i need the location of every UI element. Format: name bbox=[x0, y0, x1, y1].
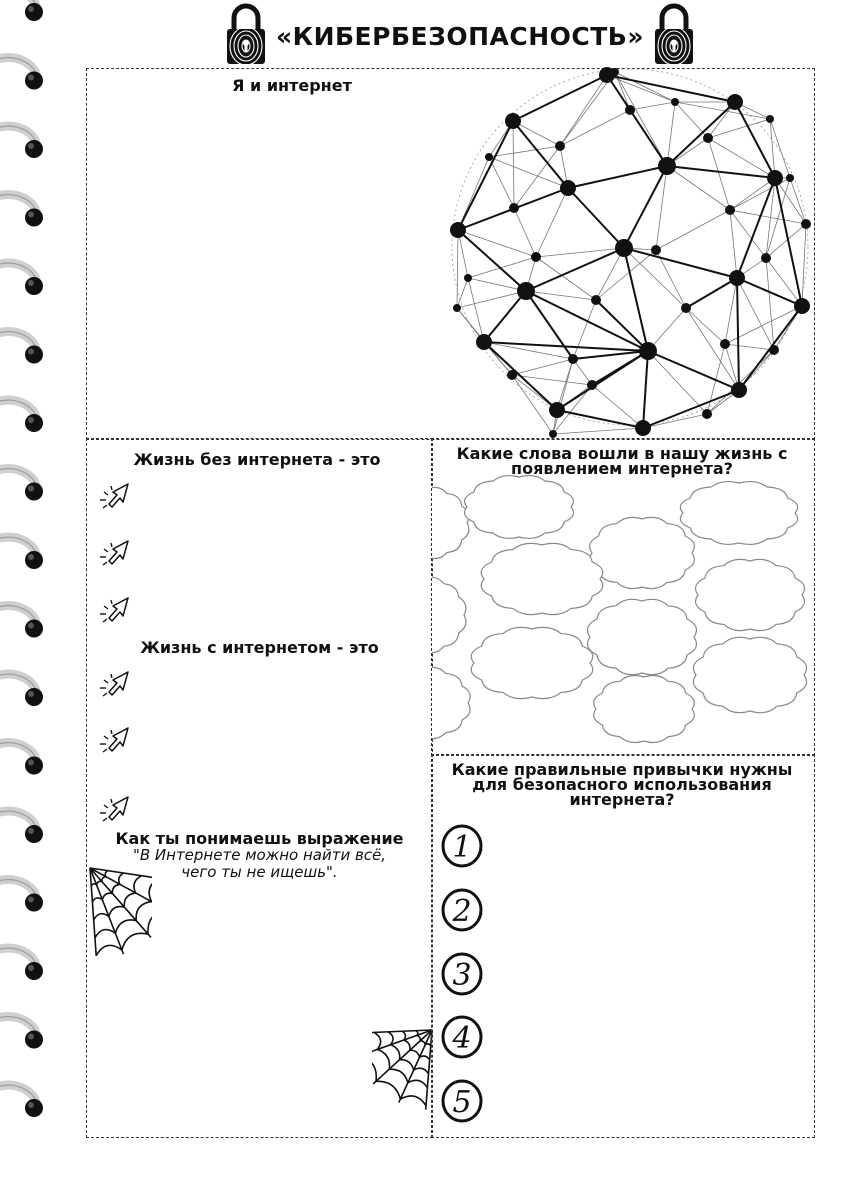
number-circle-1 bbox=[440, 823, 484, 869]
page-title: «КИБЕРБЕЗОПАСНОСТЬ» bbox=[275, 22, 644, 51]
heading-line-1: Какие слова вошли в нашу жизнь с bbox=[456, 444, 788, 463]
binding-ring bbox=[0, 1085, 43, 1117]
binding-ring bbox=[0, 332, 43, 364]
binding-ring bbox=[0, 880, 43, 912]
binding-ring bbox=[0, 1017, 43, 1049]
number-label: 3 bbox=[452, 958, 472, 993]
binding-ring bbox=[0, 0, 43, 21]
cursor-click-icon bbox=[95, 594, 131, 626]
padlock-fingerprint-icon bbox=[653, 2, 695, 66]
heading-line-2: появлением интернета? bbox=[511, 459, 733, 478]
heading-life-without-internet: Жизнь без интернета - это bbox=[133, 450, 381, 469]
binding-ring bbox=[0, 674, 43, 706]
binding-ring bbox=[0, 400, 43, 432]
heading-question: Как ты понимаешь выражение bbox=[115, 829, 404, 848]
quote-line-1: "В Интернете можно найти всё, bbox=[132, 846, 387, 864]
binding-ring bbox=[0, 811, 43, 843]
binding-ring bbox=[0, 469, 43, 501]
binding-ring bbox=[0, 58, 43, 90]
cursor-click-icon bbox=[95, 724, 131, 756]
binding-ring bbox=[0, 263, 43, 295]
padlock-fingerprint-icon bbox=[225, 2, 267, 66]
spiral-binding bbox=[0, 0, 60, 1200]
cursor-click-icon bbox=[95, 537, 131, 569]
heading-line-2: для безопасного использования bbox=[472, 775, 772, 794]
cursor-click-icon bbox=[95, 668, 131, 700]
number-label: 1 bbox=[452, 830, 472, 865]
number-label: 2 bbox=[452, 894, 472, 929]
binding-ring bbox=[0, 537, 43, 569]
section-heading: Я и интернет bbox=[232, 76, 352, 95]
number-circle-2 bbox=[440, 887, 484, 933]
binding-ring bbox=[0, 743, 43, 775]
binding-ring bbox=[0, 948, 43, 980]
heading-line-3: интернета? bbox=[569, 790, 675, 809]
section-internet-words bbox=[431, 438, 815, 756]
number-circle-4 bbox=[440, 1014, 484, 1060]
spider-web-icon bbox=[86, 858, 152, 956]
header bbox=[225, 0, 695, 68]
cursor-click-icon bbox=[95, 793, 131, 825]
spider-web-icon bbox=[372, 1020, 434, 1116]
heading-life-with-internet: Жизнь с интернетом - это bbox=[140, 638, 379, 657]
binding-ring bbox=[0, 126, 43, 158]
quote-line-2: чего ты не ищешь". bbox=[181, 863, 338, 881]
section-safe-habits bbox=[431, 754, 815, 1138]
heading-line-1: Какие правильные привычки нужны bbox=[451, 760, 793, 779]
number-circle-3 bbox=[440, 951, 484, 997]
binding-ring bbox=[0, 606, 43, 638]
network-globe-illustration bbox=[440, 62, 820, 442]
number-label: 5 bbox=[452, 1085, 472, 1120]
binding-ring bbox=[0, 195, 43, 227]
cursor-click-icon bbox=[95, 480, 131, 512]
cloud-word-shapes bbox=[432, 475, 814, 755]
number-circle-5 bbox=[440, 1078, 484, 1124]
number-label: 4 bbox=[452, 1021, 472, 1056]
